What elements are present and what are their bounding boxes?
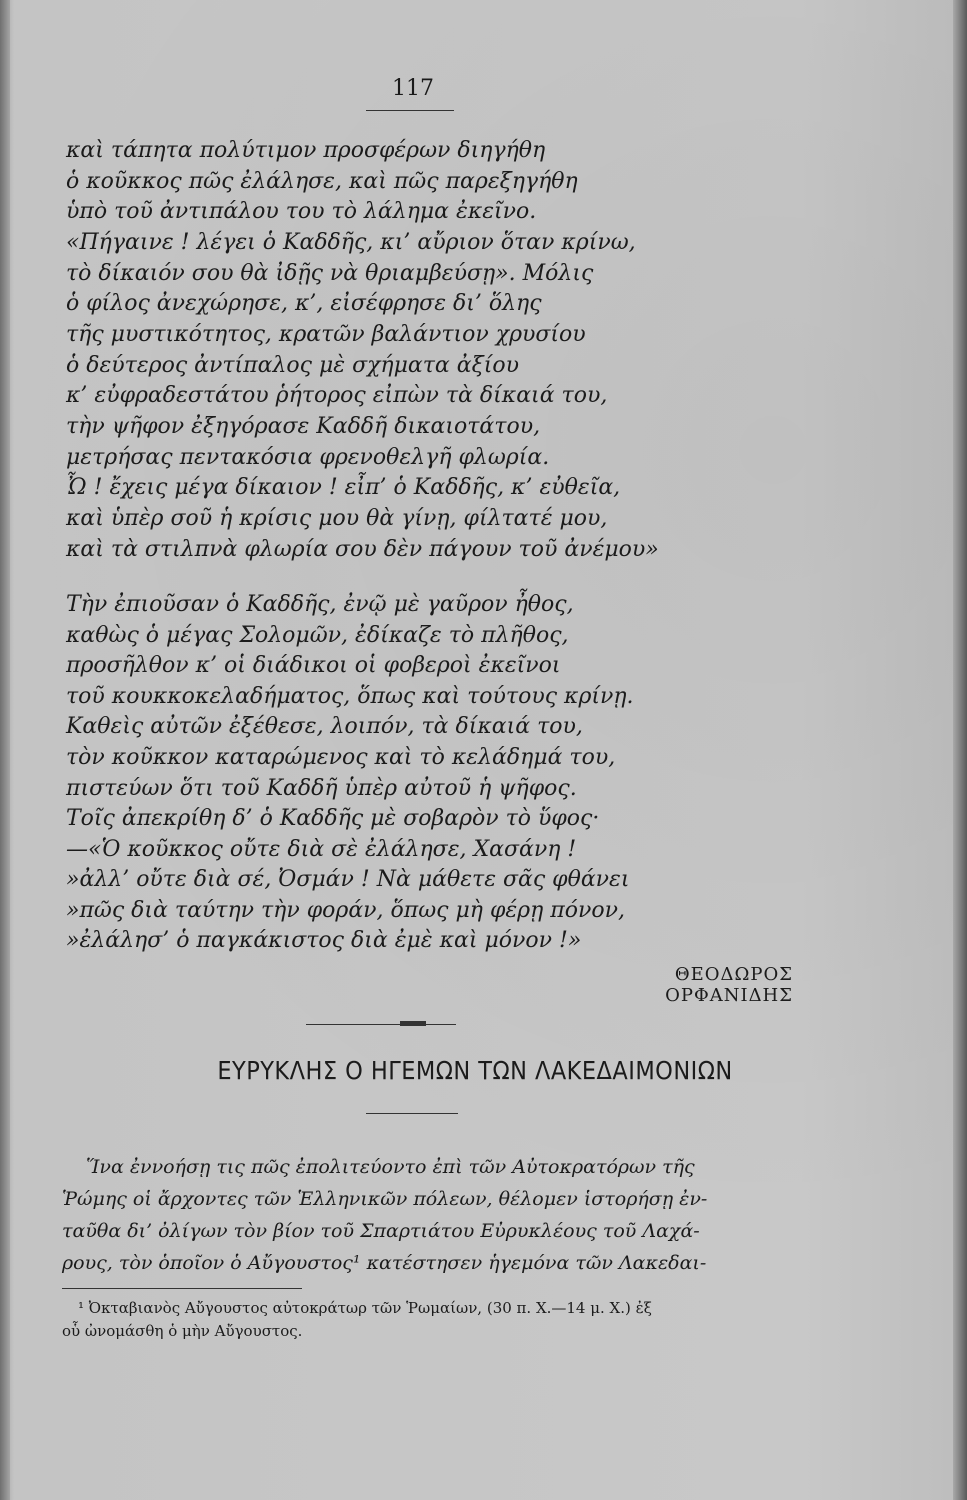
poem-line: ὁ κοῦκκος πῶς ἐλάλησε, καὶ πῶς παρεξηγήθη — [66, 169, 578, 194]
poem-line: ὁ φίλος ἀνεχώρησε, κ’, εἰσέφρησε δι’ ὅλης — [66, 291, 542, 316]
poem-line: »πῶς διὰ ταύτην τὴν φοράν, ὅπως μὴ φέρῃ πόνον, — [66, 898, 625, 923]
poem-line: τὸν κοῦκκον καταρώμενος καὶ τὸ κελάδημά του, — [66, 745, 616, 770]
poem-line: Καθεὶς αὐτῶν ἐξέθεσε, λοιπόν, τὰ δίκαιά του, — [66, 714, 583, 739]
section-separator — [306, 1024, 456, 1025]
title-underline — [366, 1113, 458, 1114]
article-line: ταῦθα δι’ ὀλίγων τὸν βίον τοῦ Σπαρτιάτου Εὐρυκλέους τοῦ Λαχά- — [62, 1220, 700, 1242]
poem-line: καὶ τάπητα πολύτιμον προσφέρων διηγήθη — [66, 138, 546, 163]
poem-line: —«Ὁ κοῦκκος οὔτε διὰ σὲ ἐλάλησε, Χασάνη ! — [66, 837, 577, 862]
poem-line: προσῆλθον κ’ οἱ διάδικοι οἱ φοβεροὶ ἐκεῖνοι — [66, 653, 561, 678]
poem-line: καὶ ὑπὲρ σοῦ ἡ κρίσις μου θὰ γίνῃ, φίλτατέ μου, — [66, 506, 608, 531]
poem-line: τοῦ κουκκοκελαδήματος, ὅπως καὶ τούτους κρίνῃ. — [66, 684, 634, 709]
poem-line: «Πήγαινε ! λέγει ὁ Καδδῆς, κι’ αὔριον ὅταν κρίνω, — [66, 230, 636, 255]
poem-line: »ἐλάλησ’ ὁ παγκάκιστος διὰ ἐμὲ καὶ μόνον !» — [66, 928, 582, 953]
separator-ornament — [400, 1021, 426, 1026]
poem-line: τῆς μυστικότητος, κρατῶν βαλάντιον χρυσίου — [66, 322, 586, 347]
page-number-rule — [366, 110, 454, 111]
article-line: Ῥώμης οἱ ἄρχοντες τῶν Ἑλληνικῶν πόλεων, θέλομεν ἱστορήσῃ ἐν- — [62, 1188, 708, 1210]
poem-line: κ’ εὐφραδεστάτου ῥήτορος εἰπὼν τὰ δίκαιά του, — [66, 383, 608, 408]
poem-line: καὶ τὰ στιλπνὰ φλωρία σου δὲν πάγουν τοῦ ἀνέμου» — [66, 537, 659, 562]
poem-line: ὑπὸ τοῦ ἀντιπάλου του τὸ λάλημα ἐκεῖνο. — [66, 199, 537, 224]
poem-author: ΘΕΟΔΩΡΟΣ ΟΡΦΑΝΙΔΗΣ — [665, 964, 793, 1006]
article-line: ρους, τὸν ὁποῖον ὁ Αὔγουστος¹ κατέστησεν ἡγεμόνα τῶν Λακεδαι- — [62, 1252, 707, 1274]
poem-line: καθὼς ὁ μέγας Σολομῶν, ἐδίκαζε τὸ πλῆθος, — [66, 623, 569, 648]
page-number: 117 — [392, 76, 434, 101]
poem-line: Τὴν ἐπιοῦσαν ὁ Καδδῆς, ἐνῷ μὲ γαῦρον ἦθος, — [66, 592, 574, 617]
page-shadow-left — [0, 0, 10, 1500]
poem-line: μετρήσας πεντακόσια φρενοθελγῆ φλωρία. — [66, 445, 550, 470]
footnote-rule — [62, 1288, 302, 1289]
poem-line: τὸ δίκαιόν σου θὰ ἰδῇς νὰ θριαμβεύσῃ». Μόλις — [66, 261, 594, 286]
poem-line: Ὦ ! ἔχεις μέγα δίκαιον ! εἶπ’ ὁ Καδδῆς, κ’ εὐθεῖα, — [66, 475, 621, 500]
poem-line: ὁ δεύτερος ἀντίπαλος μὲ σχήματα ἀξίου — [66, 353, 519, 378]
page-edge-right — [953, 0, 967, 1500]
poem-line: Τοῖς ἀπεκρίθη δ’ ὁ Καδδῆς μὲ σοβαρὸν τὸ ὕφος· — [66, 806, 600, 831]
article-line: Ἵνα ἐννοήσῃ τις πῶς ἐπολιτεύοντο ἐπὶ τῶν Αὐτοκρατόρων τῆς — [86, 1156, 695, 1178]
poem-line: τὴν ψῆφον ἐξηγόρασε Καδδῆ δικαιοτάτου, — [66, 414, 541, 439]
footnote-line: οὗ ὠνομάσθη ὁ μὴν Αὔγουστος. — [62, 1322, 303, 1340]
footnote-line: ¹ Ὀκταβιανὸς Αὔγουστος αὐτοκράτωρ τῶν Ῥωμαίων, (30 π. Χ.—14 μ. Χ.) ἐξ — [78, 1299, 652, 1317]
poem-line: πιστεύων ὅτι τοῦ Καδδῆ ὑπὲρ αὐτοῦ ἡ ψῆφος. — [66, 776, 577, 801]
poem-line: »ἀλλ’ οὔτε διὰ σέ, Ὀσμάν ! Νὰ μάθετε σᾶς φθάνει — [66, 867, 630, 892]
article-title: ΕΥΡΥΚΛΗΣ Ο ΗΓΕΜΩΝ ΤΩΝ ΛΑΚΕΔΑΙΜΟΝΙΩΝ — [217, 1056, 733, 1085]
